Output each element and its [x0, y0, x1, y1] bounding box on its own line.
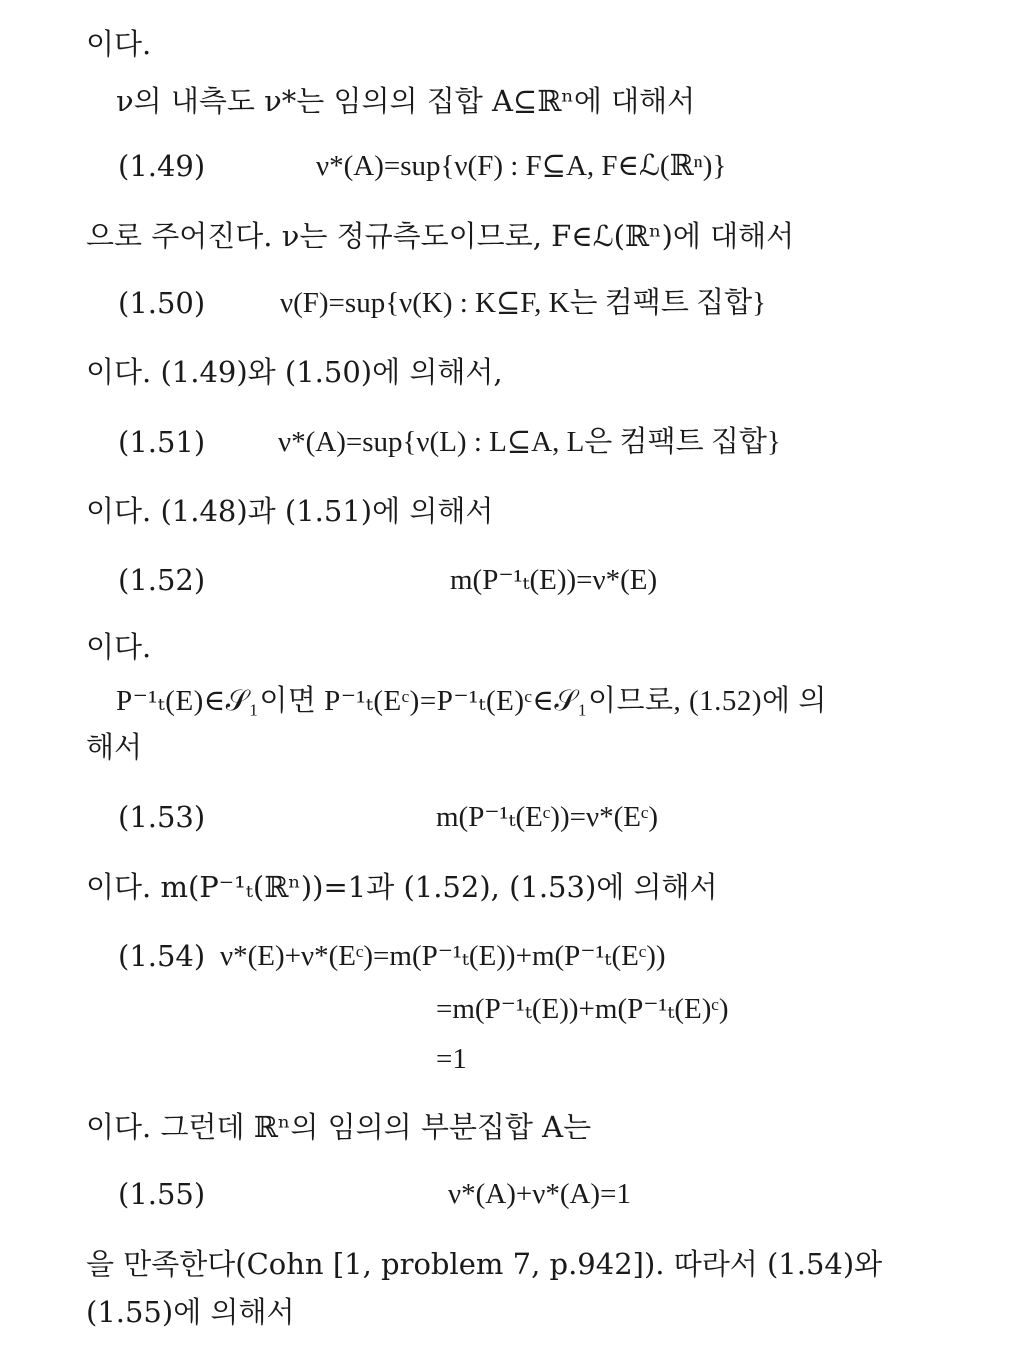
eq-1-51: ν*(A)=sup{ν(L) : L⊆A, L은 컴팩트 집합}: [278, 426, 781, 458]
text-line-10: 이다. 그런데 ℝⁿ의 임의의 부분집합 A는: [86, 1110, 592, 1144]
eq-1-52: m(P⁻¹ₜ(E))=ν*(E): [450, 564, 658, 596]
text-line-2: ν의 내측도 ν*는 임의의 집합 A⊆ℝⁿ에 대해서: [116, 84, 696, 118]
text-line-7: P⁻¹ₜ(E)∈𝒮₁이면 P⁻¹ₜ(Eᶜ)=P⁻¹ₜ(E)ᶜ∈𝒮₁이므로, (1.52)에 의: [116, 685, 827, 717]
eq-label-1-50: (1.50): [118, 286, 206, 320]
eq-1-54-cont-1: =m(P⁻¹ₜ(E))+m(P⁻¹ₜ(E)ᶜ): [436, 993, 729, 1025]
eq-1-53: m(P⁻¹ₜ(Eᶜ))=ν*(Eᶜ): [436, 801, 659, 833]
eq-1-54-cont-2: =1: [436, 1043, 467, 1075]
text-line-6: 이다.: [86, 630, 152, 664]
eq-label-1-53: (1.53): [118, 800, 206, 834]
eq-label-1-55: (1.55): [118, 1177, 206, 1211]
eq-1-54: ν*(E)+ν*(Eᶜ)=m(P⁻¹ₜ(E))+m(P⁻¹ₜ(Eᶜ)): [220, 940, 666, 972]
text-line-4: 이다. (1.49)와 (1.50)에 의해서,: [86, 355, 503, 389]
text-line-9: 이다. m(P⁻¹ₜ(ℝⁿ))=1과 (1.52), (1.53)에 의해서: [86, 870, 718, 904]
text-line-12: (1.55)에 의해서: [86, 1295, 295, 1329]
eq-label-1-51: (1.51): [118, 425, 206, 459]
eq-1-55: ν*(A)+ν*(A)=1: [448, 1178, 631, 1210]
eq-label-1-54: (1.54): [118, 939, 206, 973]
eq-1-50: ν(F)=sup{ν(K) : K⊆F, K는 컴팩트 집합}: [280, 287, 767, 319]
eq-label-1-49: (1.49): [118, 149, 206, 183]
eq-1-49: ν*(A)=sup{ν(F) : F⊆A, F∈ℒ(ℝⁿ)}: [316, 150, 727, 182]
text-line-5: 이다. (1.48)과 (1.51)에 의해서: [86, 494, 494, 528]
text-line-11: 을 만족한다(Cohn [1, problem 7, p.942]). 따라서 (1.54)와: [86, 1247, 883, 1281]
text-line-1: 이다.: [86, 27, 152, 61]
text-line-3: 으로 주어진다. ν는 정규측도이므로, F∈ℒ(ℝⁿ)에 대해서: [86, 219, 795, 253]
text-line-8: 해서: [86, 730, 143, 764]
eq-label-1-52: (1.52): [118, 563, 206, 597]
